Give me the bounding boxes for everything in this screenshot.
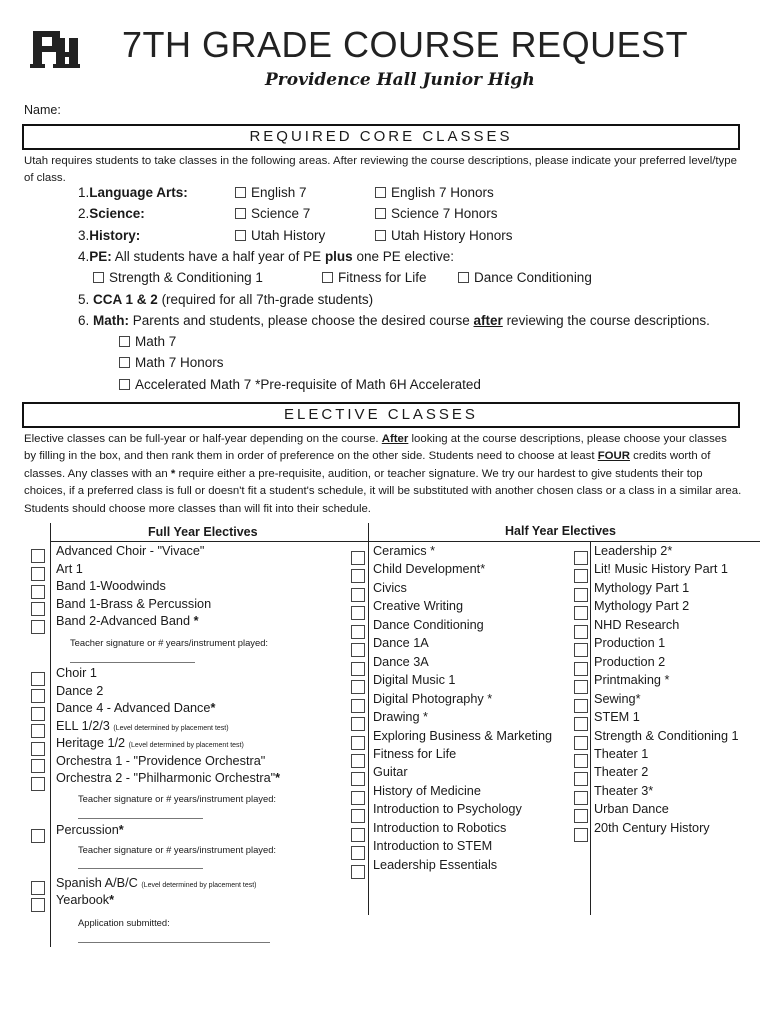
orchestra-signature-note: Teacher signature or # years/instrument played:	[78, 793, 277, 804]
half-year-elective-checkbox[interactable]	[351, 717, 365, 731]
table-middle-border	[368, 523, 369, 915]
math-7-honors-option[interactable]: Math 7 Honors	[119, 355, 224, 370]
advanced-choir-label: Advanced Choir - "Vivace"	[56, 544, 205, 558]
half-year-elective-label: Introduction to Psychology	[373, 802, 522, 817]
checkbox[interactable]	[235, 230, 246, 241]
name-label: Name:	[24, 103, 61, 117]
half-year-elective-label: Exploring Business & Marketing	[373, 728, 553, 743]
half-year-elective-label: Mythology Part 1	[594, 580, 690, 595]
history-label: History:	[89, 228, 141, 243]
checkbox[interactable]	[119, 379, 130, 390]
spanish-checkbox[interactable]	[31, 881, 45, 895]
orchestra-2-checkbox[interactable]	[31, 777, 45, 791]
choir-1-checkbox[interactable]	[31, 672, 45, 686]
half-year-elective-checkbox[interactable]	[574, 569, 588, 583]
half-year-elective-checkbox[interactable]	[351, 865, 365, 879]
half-year-elective-label: Civics	[373, 580, 407, 595]
half-year-elective-label: Production 2	[594, 654, 666, 669]
application-line[interactable]	[78, 942, 270, 943]
choir-1-label: Choir 1	[56, 666, 97, 680]
table-header-rule	[50, 541, 760, 542]
ell-label: ELL 1/2/3 (Level determined by placement test)	[56, 719, 229, 733]
half-year-elective-label: Strength & Conditioning 1	[594, 728, 739, 743]
checkbox[interactable]	[458, 272, 469, 283]
checkbox[interactable]	[322, 272, 333, 283]
half-year-elective-label: 20th Century History	[594, 820, 710, 835]
advanced-choir-checkbox[interactable]	[31, 549, 45, 563]
half-year-elective-checkbox[interactable]	[574, 588, 588, 602]
dance-2-label: Dance 2	[56, 684, 104, 698]
yearbook-checkbox[interactable]	[31, 898, 45, 912]
accelerated-math-7-option[interactable]: Accelerated Math 7 *Pre-requisite of Math 6H Accelerated	[119, 377, 481, 392]
cca-label: CCA 1 & 2	[93, 292, 158, 307]
half-year-elective-label: Theater 2	[594, 765, 649, 780]
checkbox[interactable]	[375, 208, 386, 219]
language-arts-row: 1.Language Arts:	[78, 185, 188, 200]
spanish-label: Spanish A/B/C (Level determined by placement test)	[56, 876, 257, 890]
ell-checkbox[interactable]	[31, 724, 45, 738]
half-year-elective-checkbox[interactable]	[351, 606, 365, 620]
half-year-elective-checkbox[interactable]	[574, 699, 588, 713]
half-year-elective-label: Dance Conditioning	[373, 617, 484, 632]
strength-conditioning-option[interactable]: Strength & Conditioning 1	[93, 270, 263, 285]
half-year-elective-label: Fitness for Life	[373, 746, 457, 761]
half-year-elective-label: Digital Photography *	[373, 691, 493, 706]
elective-intro: Elective classes can be full-year or half-year depending on the course. After looking at the course descriptions, please choose your classes by filling in the box, and then rank them in order of preference on the other side. Students need to choose at least FOUR credits worth of classes. Any classes with an * require either a pre-requisite, audition, or teacher signature. We try our hardest to give students their top choices, if a preferred class is full or doesn't fit a student's schedule, it will be substituted with another chosen class or a class in a similar area. Students should choose more classes than will fit into their schedule.	[24, 433, 742, 515]
half-year-elective-checkbox[interactable]	[574, 680, 588, 694]
half-year-elective-checkbox[interactable]	[574, 643, 588, 657]
band-signature-line[interactable]	[70, 662, 195, 663]
pe-label: PE:	[89, 249, 112, 264]
half-year-elective-label: Creative Writing	[373, 599, 464, 614]
elective-heading: ELECTIVE CLASSES	[22, 402, 740, 428]
half-year-elective-checkbox[interactable]	[351, 551, 365, 565]
checkbox[interactable]	[235, 208, 246, 219]
band-woodwinds-label: Band 1-Woodwinds	[56, 579, 166, 593]
percussion-signature-line[interactable]	[78, 868, 203, 869]
utah-history-honors-option[interactable]: Utah History Honors	[375, 228, 513, 243]
english-7-option[interactable]: English 7	[235, 185, 307, 200]
half-year-elective-checkbox[interactable]	[351, 569, 365, 583]
math-7-option[interactable]: Math 7	[119, 334, 176, 349]
checkbox[interactable]	[235, 187, 246, 198]
heritage-checkbox[interactable]	[31, 742, 45, 756]
band-signature-note: Teacher signature or # years/instrument played:	[70, 637, 269, 648]
school-name: Providence Hall Junior High	[265, 70, 535, 90]
full-year-heading: Full Year Electives	[148, 525, 258, 539]
yearbook-label: Yearbook*	[56, 893, 115, 907]
percussion-signature-note: Teacher signature or # years/instrument played:	[78, 844, 277, 855]
science-7-option[interactable]: Science 7	[235, 206, 310, 221]
half-year-elective-label: Dance 1A	[373, 636, 429, 651]
half-year-elective-checkbox[interactable]	[351, 680, 365, 694]
half-year-elective-label: Mythology Part 2	[594, 599, 690, 614]
half-year-elective-checkbox[interactable]	[574, 625, 588, 639]
half-year-elective-checkbox[interactable]	[351, 828, 365, 842]
dance-4-label: Dance 4 - Advanced Dance*	[56, 701, 216, 715]
half-year-elective-label: Dance 3A	[373, 654, 429, 669]
percussion-checkbox[interactable]	[31, 829, 45, 843]
science-row: 2.Science:	[78, 206, 145, 221]
dance-conditioning-option[interactable]: Dance Conditioning	[458, 270, 592, 285]
half-year-elective-checkbox[interactable]	[574, 772, 588, 786]
band-2-label: Band 2-Advanced Band *	[56, 614, 199, 628]
half-year-elective-checkbox[interactable]	[351, 643, 365, 657]
fitness-for-life-option[interactable]: Fitness for Life	[322, 270, 427, 285]
school-logo	[30, 28, 80, 70]
half-year-elective-label: Theater 3*	[594, 783, 654, 798]
math-label: Math:	[93, 313, 130, 328]
pe-row: 4.PE: All students have a half year of PE plus one PE elective:	[78, 249, 455, 264]
dance-4-checkbox[interactable]	[31, 707, 45, 721]
half-year-column-divider	[590, 541, 591, 915]
dance-2-checkbox[interactable]	[31, 689, 45, 703]
half-year-elective-label: Sewing*	[594, 691, 641, 706]
half-year-elective-checkbox[interactable]	[574, 828, 588, 842]
cca-row: 5. CCA 1 & 2 (required for all 7th-grade students)	[78, 292, 374, 307]
band-woodwinds-checkbox[interactable]	[31, 585, 45, 599]
half-year-elective-label: Introduction to STEM	[373, 839, 493, 854]
heritage-label: Heritage 1/2 (Level determined by placement test)	[56, 736, 244, 750]
half-year-elective-checkbox[interactable]	[574, 754, 588, 768]
checkbox[interactable]	[375, 187, 386, 198]
half-year-elective-label: Drawing *	[373, 710, 428, 725]
percussion-label: Percussion*	[56, 823, 124, 837]
orchestra-1-label: Orchestra 1 - "Providence Orchestra"	[56, 754, 266, 768]
half-year-elective-checkbox[interactable]	[351, 625, 365, 639]
half-year-elective-checkbox[interactable]	[351, 791, 365, 805]
half-year-elective-label: Lit! Music History Part 1	[594, 562, 728, 577]
application-note: Application submitted:	[78, 917, 170, 928]
orchestra-2-label: Orchestra 2 - "Philharmonic Orchestra"*	[56, 771, 281, 785]
half-year-elective-label: Ceramics *	[373, 544, 436, 558]
half-year-elective-checkbox[interactable]	[574, 809, 588, 823]
half-year-elective-label: Production 1	[594, 636, 666, 651]
half-year-elective-checkbox[interactable]	[351, 846, 365, 860]
half-year-elective-label: STEM 1	[594, 710, 640, 725]
orchestra-1-checkbox[interactable]	[31, 759, 45, 773]
half-year-elective-label: History of Medicine	[373, 783, 481, 798]
half-year-elective-checkbox[interactable]	[351, 699, 365, 713]
half-year-elective-label: Theater 1	[594, 746, 649, 761]
half-year-elective-checkbox[interactable]	[351, 588, 365, 602]
orchestra-signature-line[interactable]	[78, 818, 203, 819]
half-year-elective-checkbox[interactable]	[351, 772, 365, 786]
checkbox[interactable]	[119, 336, 130, 347]
checkbox[interactable]	[119, 357, 130, 368]
checkbox[interactable]	[375, 230, 386, 241]
art-1-checkbox[interactable]	[31, 567, 45, 581]
english-7-honors-option[interactable]: English 7 Honors	[375, 185, 494, 200]
utah-history-option[interactable]: Utah History	[235, 228, 325, 243]
half-year-elective-checkbox[interactable]	[351, 662, 365, 676]
half-year-elective-checkbox[interactable]	[351, 809, 365, 823]
band-brass-label: Band 1-Brass & Percussion	[56, 597, 212, 611]
history-row: 3.History:	[78, 228, 141, 243]
band-brass-checkbox[interactable]	[31, 602, 45, 616]
core-heading: REQUIRED CORE CLASSES	[22, 124, 740, 150]
page-title: 7TH GRADE COURSE REQUEST	[122, 24, 689, 65]
half-year-elective-checkbox[interactable]	[351, 754, 365, 768]
half-year-elective-checkbox[interactable]	[574, 662, 588, 676]
math-row: 6. Math: Parents and students, please choose the desired course after reviewing the course descriptions.	[78, 313, 710, 328]
half-year-elective-label: Leadership Essentials	[373, 857, 498, 872]
half-year-elective-label: Introduction to Robotics	[373, 820, 507, 835]
core-intro: Utah requires students to take classes in the following areas. After reviewing the course descriptions, please indicate your preferred level/type of class.	[24, 155, 737, 185]
science-7-honors-option[interactable]: Science 7 Honors	[375, 206, 498, 221]
half-year-elective-label: Guitar	[373, 765, 408, 780]
band-2-checkbox[interactable]	[31, 620, 45, 634]
table-left-border	[50, 523, 51, 947]
half-year-heading: Half Year Electives	[505, 524, 616, 538]
half-year-elective-label: NHD Research	[594, 617, 680, 632]
science-label: Science:	[89, 206, 145, 221]
half-year-elective-label: Urban Dance	[594, 802, 669, 817]
checkbox[interactable]	[93, 272, 104, 283]
half-year-elective-label: Child Development*	[373, 562, 486, 577]
half-year-elective-checkbox[interactable]	[574, 606, 588, 620]
half-year-elective-checkbox[interactable]	[574, 736, 588, 750]
half-year-elective-checkbox[interactable]	[574, 717, 588, 731]
half-year-elective-label: Leadership 2*	[594, 544, 673, 558]
half-year-elective-label: Digital Music 1	[373, 673, 456, 688]
half-year-elective-checkbox[interactable]	[574, 791, 588, 805]
language-arts-label: Language Arts:	[89, 185, 188, 200]
half-year-elective-checkbox[interactable]	[574, 551, 588, 565]
art-1-label: Art 1	[56, 562, 83, 576]
half-year-elective-label: Printmaking *	[594, 673, 670, 688]
half-year-elective-checkbox[interactable]	[351, 736, 365, 750]
